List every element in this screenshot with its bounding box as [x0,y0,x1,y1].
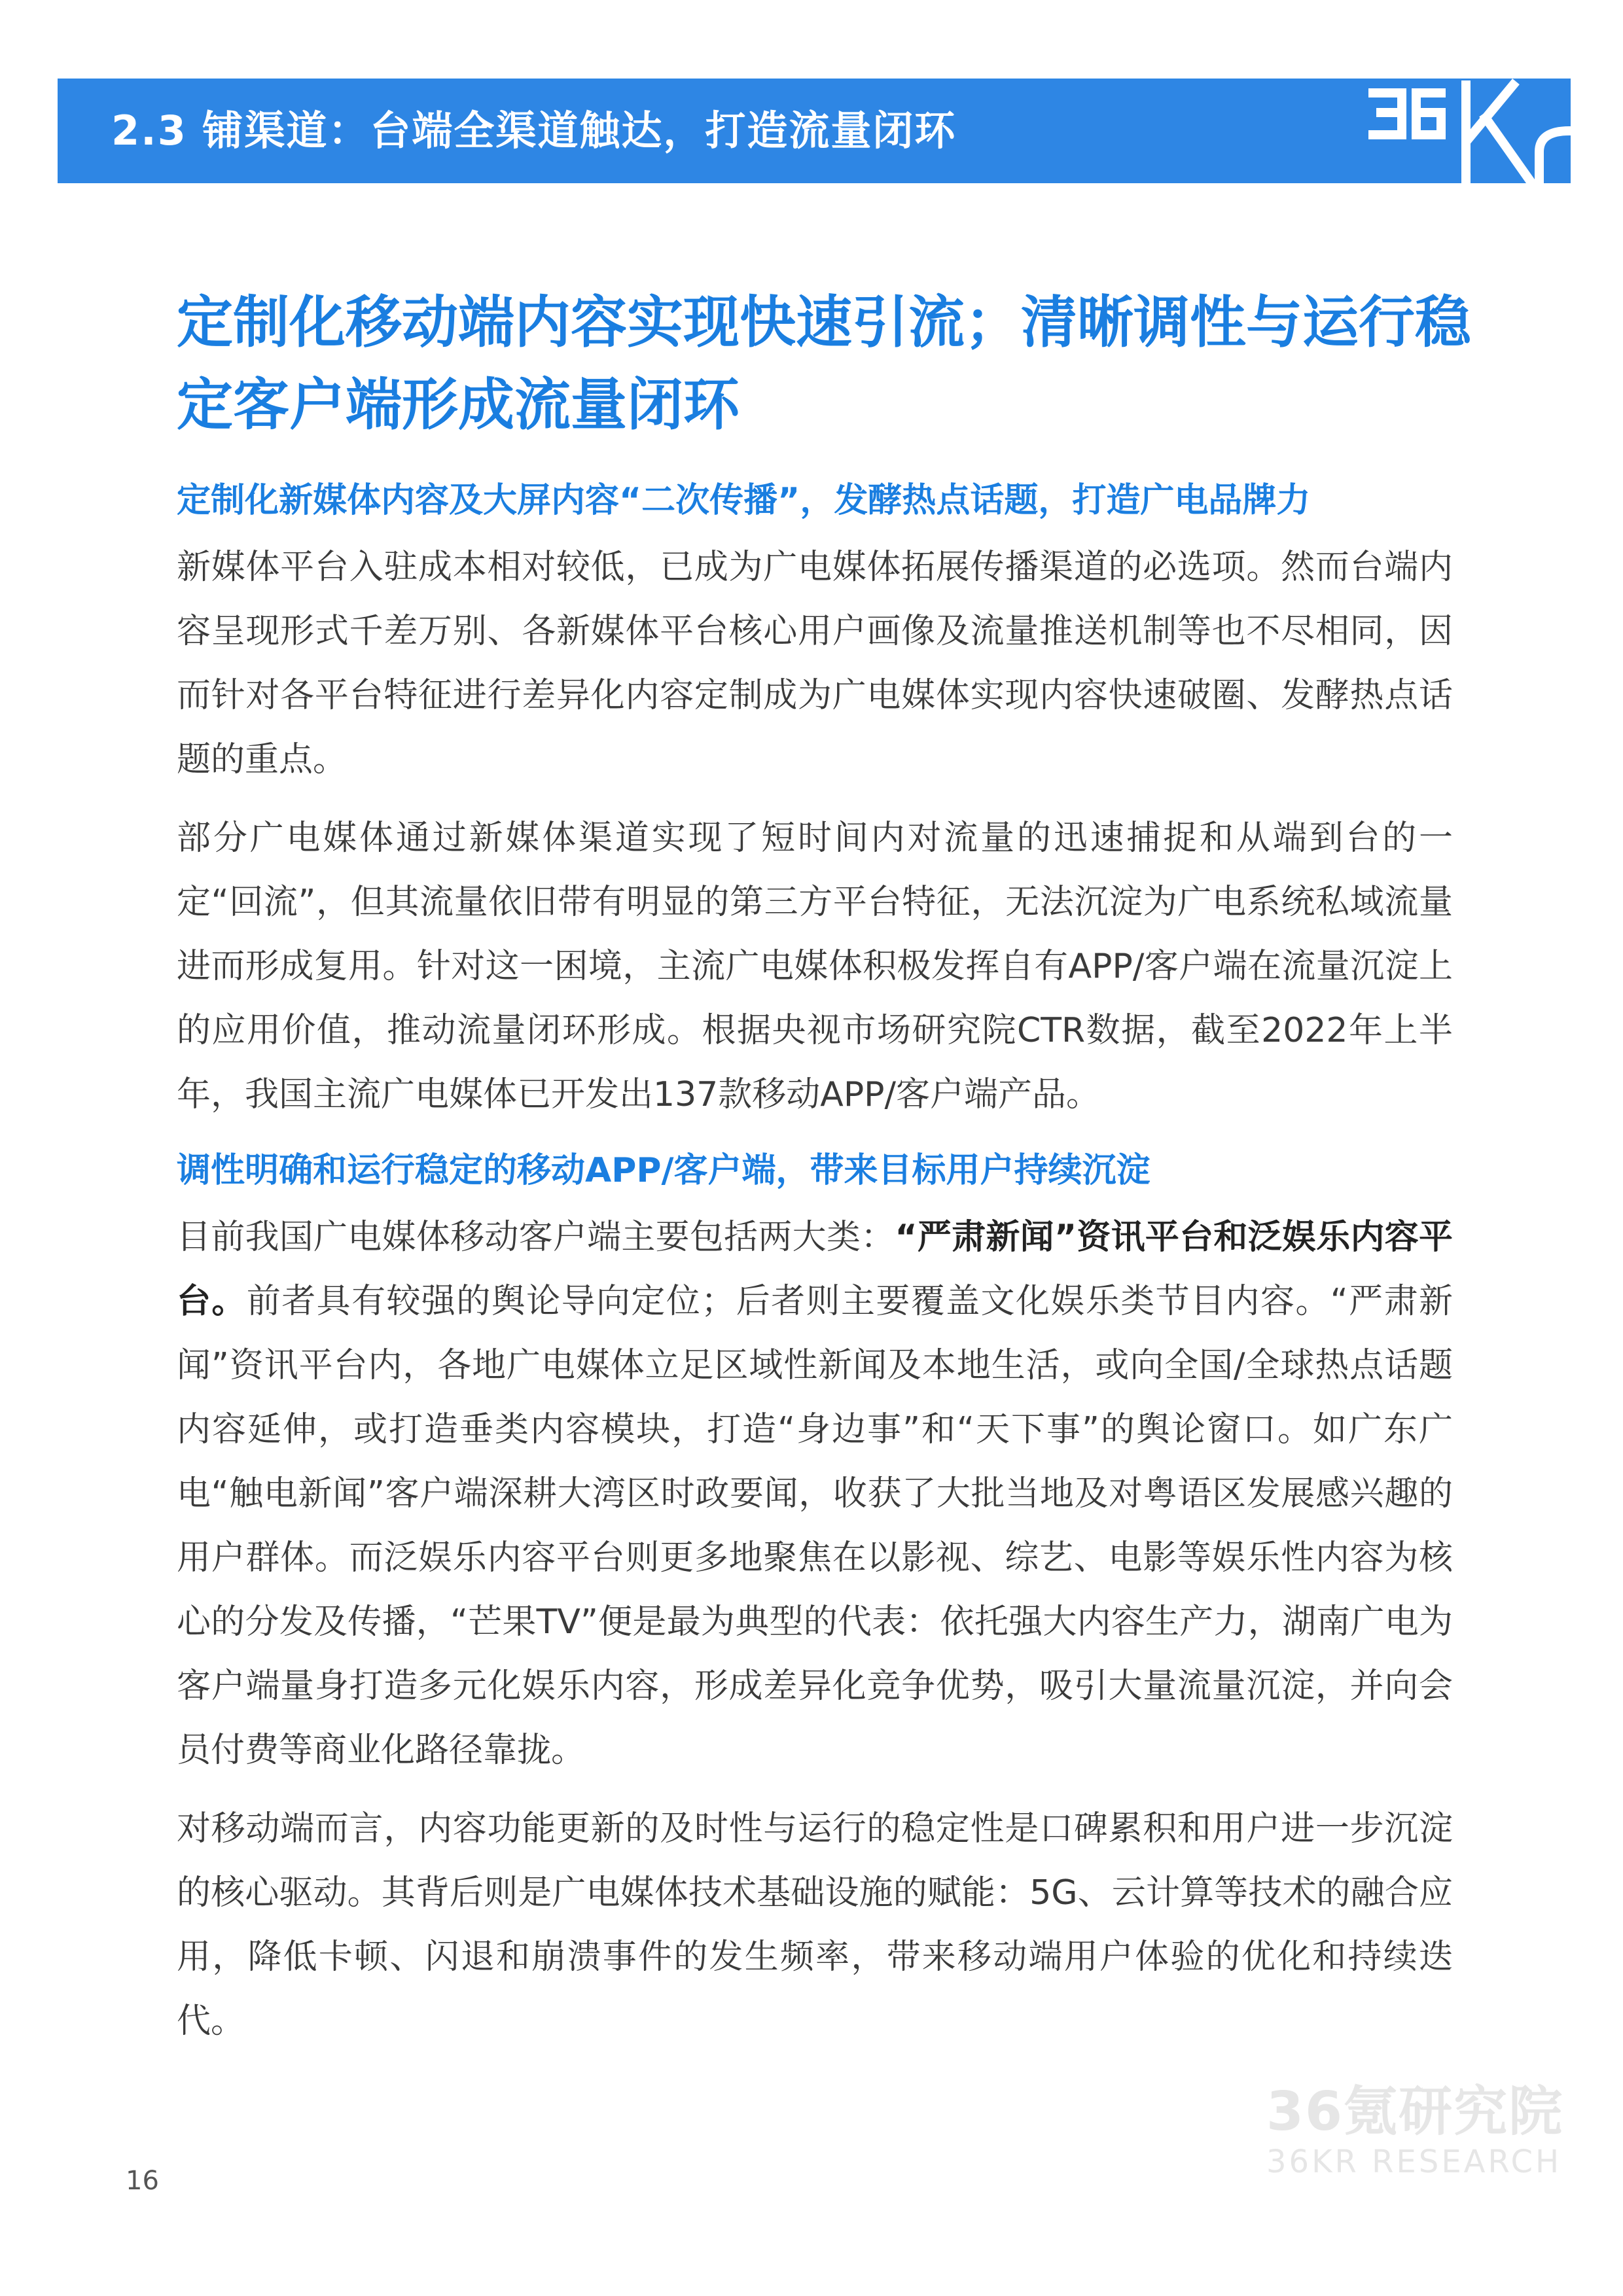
watermark-cn: 36氪研究院 [1266,2081,1564,2143]
main-content [177,471,1453,2068]
body-paragraph: 对移动端而言，内容功能更新的及时性与运行的稳定性是口碑累积和用户进一步沉淀的核心驱动。其背后则是广电媒体技术基础设施的赋能：5G、云计算等技术的融合应用，降低卡顿、闪退和崩溃事件的发生频率，带来移动端用户体验的优化和持续迭代。 [177,1809,1453,2041]
watermark-en: 36KR RESEARCH [1266,2144,1562,2180]
body-paragraph: 部分广电媒体通过新媒体渠道实现了短时间内对流量的迅速捕捉和从端到台的一定“回流”，但其流量依旧带有明显的第三方平台特征，无法沉淀为广电系统私域流量进而形成复用。针对这一困境，主流广电媒体积极发挥自有APP/客户端在流量沉淀上的应用价值，推动流量闭环形成。根据央视市场研究院CTR数据，截至2022年上半年，我国主流广电媒体已开发出137款移动APP/客户端产品。 [177,819,1453,1114]
paragraph-lead: 目前我国广电媒体移动客户端主要包括两大类： [177,1218,895,1257]
page-title: 定制化移动端内容实现快速引流；清晰调性与运行稳定客户端形成流量闭环 [177,290,1471,438]
body-paragraph: 新媒体平台入驻成本相对较低，已成为广电媒体拓展传播渠道的必选项。然而台端内容呈现形式千差万别、各新媒体平台核心用户画像及流量推送机制等也不尽相同，因而针对各平台特征进行差异化内容定制成为广电媒体实现内容快速破圈、发酵热点话题的重点。 [177,548,1453,779]
emphasized-text: “严肃新闻”资讯平台和泛娱乐内容平台。 [177,1218,1453,1321]
paragraph-text: 前者具有较强的舆论导向定位；后者则主要覆盖文化娱乐类节目内容。“严肃新闻”资讯平台内，各地广电媒体立足区域性新闻及本地生活，或向全国/全球热点话题内容延伸，或打造垂类内容模块，打造“身边事”和“天下事”的舆论窗口。如广东广电“触电新闻”客户端深耕大湾区时政要闻，收获了大批当地及对粤语区发展感兴趣的用户群体。而泛娱乐内容平台则更多地聚焦在以影视、综艺、电影等娱乐性内容为核心的分发及传播，“芒果TV”便是最为典型的代表：依托强大内容生产力，湖南广电为客户端量身打造多元化娱乐内容，形成差异化竞争优势，吸引大量流量沉淀，并向会员付费等商业化路径靠拢。 [177,1282,1453,1770]
section-title: 2.3 铺渠道：台端全渠道触达，打造流量闭环 [111,107,957,154]
research-watermark [1266,2081,1564,2180]
section-subhead-1: 定制化新媒体内容及大屏内容“二次传播”，发酵热点话题，打造广电品牌力 [177,481,1311,520]
36kr-logo [1361,73,1577,188]
section-subhead-2: 调性明确和运行稳定的移动APP/客户端，带来目标用户持续沉淀 [177,1151,1150,1190]
body-paragraph [177,1205,1453,1782]
page-number: 16 [126,2166,159,2196]
